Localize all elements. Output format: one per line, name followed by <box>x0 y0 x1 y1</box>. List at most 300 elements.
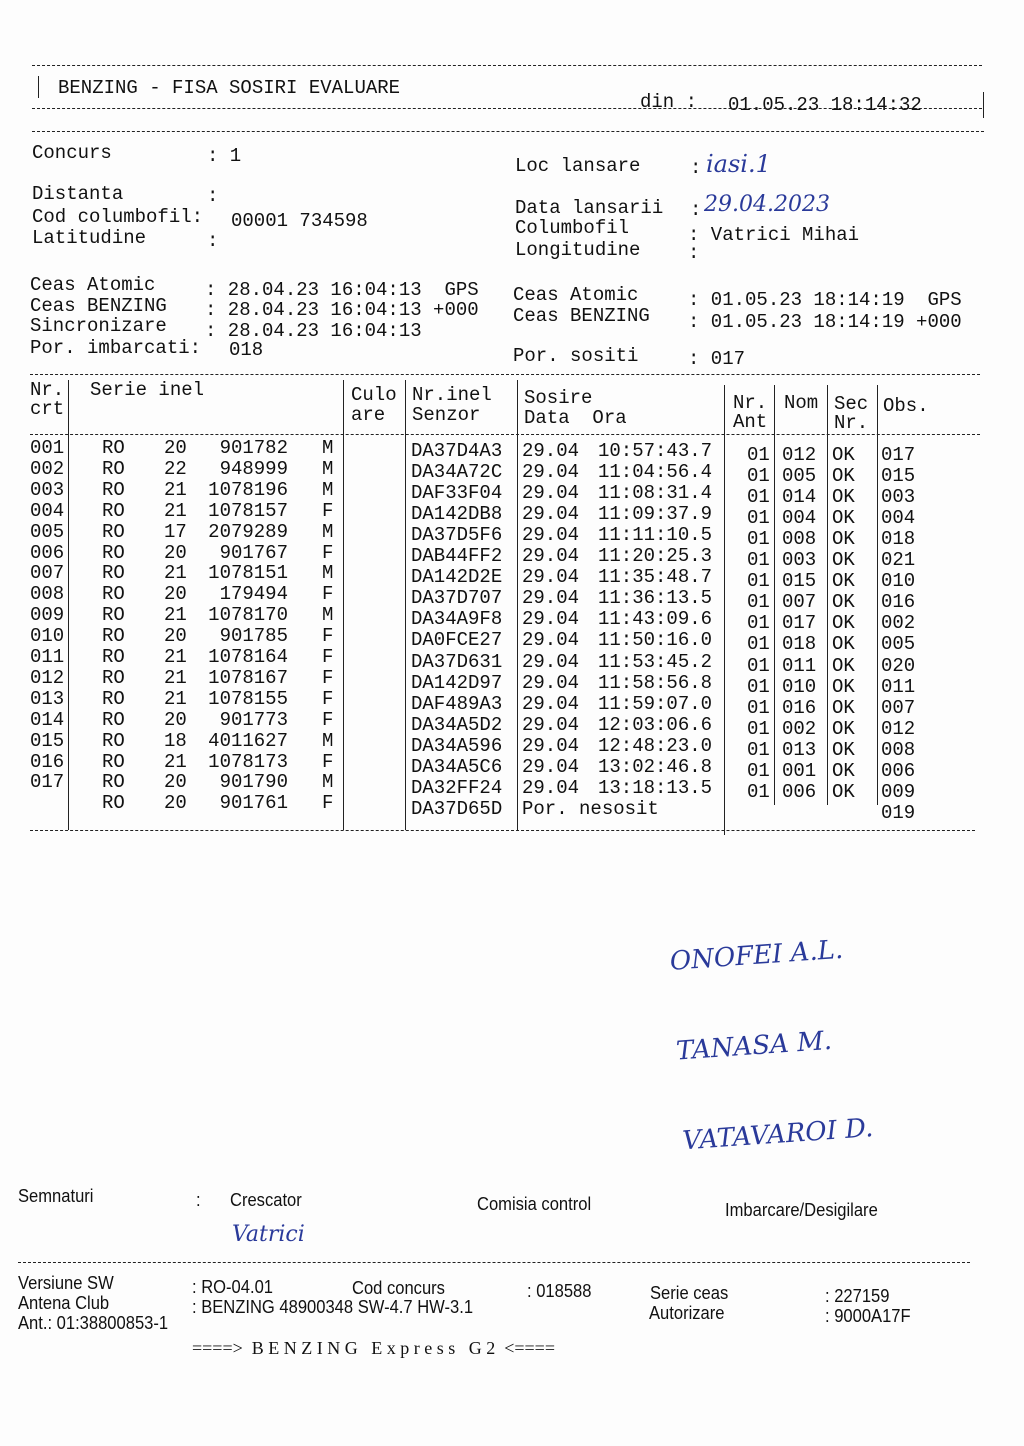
header-crt: crt <box>30 398 65 420</box>
cell-obs: 007 <box>881 696 916 719</box>
cell-obs: 009 <box>881 780 916 803</box>
header-serie: Serie inel <box>90 379 205 401</box>
cell-sensor-ring: DA0FCE27 <box>411 629 503 652</box>
cell-obs: 018 <box>881 528 916 551</box>
cell-ring-number: 2079289 <box>208 520 288 543</box>
cell-arrival-time: 12:03:06.6 <box>598 713 713 736</box>
column-divider <box>343 380 344 830</box>
cell-nom: 006 <box>782 780 817 803</box>
header-nom: Nom <box>784 392 819 414</box>
header-nr-inel: Nr.inel <box>412 384 492 406</box>
header-obs: Obs. <box>883 395 929 417</box>
cell-sex: M <box>322 771 334 794</box>
cell-country: RO <box>102 437 125 459</box>
commission-handwriting <box>665 874 879 1217</box>
cell-year: 21 <box>164 478 187 501</box>
cell-sex: M <box>322 437 334 459</box>
cell-year: 21 <box>164 499 187 522</box>
cell-sec-nr: OK <box>832 696 855 719</box>
loc-lansare-colon: : <box>690 157 702 179</box>
cell-nr-crt: 017 <box>30 771 65 794</box>
cell-sex: M <box>322 604 334 627</box>
cell-arrival-date: 29.04 <box>522 608 580 631</box>
cell-ring-number: 1078151 <box>208 562 288 585</box>
cell-ring-number: 901785 <box>219 625 288 648</box>
cell-arrival-time: 13:02:46.8 <box>598 755 713 778</box>
divider <box>38 76 39 98</box>
divider <box>30 434 980 435</box>
cell-year: 20 <box>164 792 187 815</box>
cell-arrival-date: 29.04 <box>522 629 580 652</box>
cell-country: RO <box>102 792 125 815</box>
semnaturi-label: Semnaturi <box>18 1186 94 1206</box>
sositi-value: : 017 <box>688 348 746 370</box>
right-ceas-benzing-value: : 01.05.23 18:14:19 +000 <box>688 311 962 333</box>
cell-nr-crt: 007 <box>30 562 65 585</box>
cell-nr-crt: 008 <box>30 583 65 606</box>
ceas-benzing-value: : 28.04.23 16:04:13 +000 <box>205 299 479 321</box>
sincronizare-value: : 28.04.23 16:04:13 <box>205 320 422 342</box>
columbofil-value: : Vatrici Mihai <box>688 224 860 246</box>
ceas-atomic-label: Ceas Atomic <box>30 274 156 296</box>
header-nr: Nr. <box>30 379 65 401</box>
cell-sensor-ring: DAB44FF2 <box>411 545 503 568</box>
right-ceas-atomic-value: : 01.05.23 18:14:19 GPS <box>688 289 962 311</box>
cell-nr-ant: 01 <box>747 696 770 719</box>
cell-ring-number: 948999 <box>219 457 288 480</box>
cell-arrival-time: 11:11:10.5 <box>598 524 713 547</box>
cell-ring-number: 1078170 <box>208 604 288 627</box>
cell-nr-ant: 01 <box>747 528 770 551</box>
cell-ring-number: 1078167 <box>208 666 288 689</box>
cell-sex: F <box>322 666 334 689</box>
cell-arrival-date: 29.04 <box>522 503 580 526</box>
cell-nr-crt: 005 <box>30 520 65 543</box>
autorizare-label: Autorizare <box>649 1303 725 1323</box>
cell-nom: 017 <box>782 612 817 635</box>
cell-year: 20 <box>164 541 187 564</box>
comisia-label: Comisia control <box>477 1194 592 1214</box>
cell-nr-crt: 015 <box>30 729 65 752</box>
cell-country: RO <box>102 666 125 689</box>
cell-sex: M <box>322 478 334 501</box>
cell-nr-ant: 01 <box>747 675 770 698</box>
cell-year: 21 <box>164 562 187 585</box>
cell-arrival-date: 29.04 <box>522 692 580 715</box>
cell-sex: M <box>322 520 334 543</box>
cod-columbofil-value: 00001 734598 <box>231 210 368 232</box>
cell-arrival-date: 29.04 <box>522 734 580 757</box>
cell-arrival-date: 29.04 <box>522 755 580 778</box>
cell-sec-nr: OK <box>832 612 855 635</box>
cell-sensor-ring: DA32FF24 <box>411 776 503 799</box>
cell-country: RO <box>102 646 125 668</box>
cell-nr-ant: 01 <box>747 591 770 614</box>
cell-nr-ant: 01 <box>747 717 770 740</box>
cell-nom: 014 <box>782 486 817 509</box>
cell-arrival-time: 11:53:45.2 <box>598 650 713 673</box>
cell-arrival-time: 10:57:43.7 <box>598 440 713 462</box>
cell-sec-nr: OK <box>832 654 855 677</box>
header-culo: Culo <box>351 384 397 406</box>
divider <box>983 92 984 118</box>
cell-ring-number: 1078173 <box>208 750 288 773</box>
cell-nr-crt: 001 <box>30 437 65 459</box>
cell-sensor-ring: DA142D2E <box>411 566 503 589</box>
cell-country: RO <box>102 729 125 752</box>
column-divider <box>68 380 69 830</box>
cell-sex: M <box>322 457 334 480</box>
latitudine-label: Latitudine <box>32 227 147 249</box>
cell-sec-nr: OK <box>832 528 855 551</box>
cell-obs: 020 <box>881 654 916 677</box>
loc-lansare-handwritten: iasi.1 <box>706 150 771 178</box>
cell-arrival-time: 11:50:16.0 <box>598 629 713 652</box>
cell-country: RO <box>102 750 125 773</box>
header-sosire: Sosire <box>524 387 593 409</box>
cell-year: 21 <box>164 687 187 710</box>
cell-nr-crt: 012 <box>30 666 65 689</box>
cell-arrival-date: 29.04 <box>522 524 580 547</box>
cell-year: 21 <box>164 666 187 689</box>
cell-obs: 002 <box>881 612 916 635</box>
cell-sex: F <box>322 646 334 668</box>
cell-country: RO <box>102 771 125 794</box>
cell-nom: 004 <box>782 507 817 530</box>
cell-sensor-ring: DA37D5F6 <box>411 524 503 547</box>
cell-arrival-time: 11:43:09.6 <box>598 608 713 631</box>
cell-sec-nr: OK <box>832 717 855 740</box>
cell-sensor-ring: DA34A596 <box>411 734 503 757</box>
header-are: are <box>351 404 386 426</box>
cell-obs: 016 <box>881 591 916 614</box>
cell-country: RO <box>102 625 125 648</box>
header-ant: Ant <box>733 411 768 433</box>
cell-nr-ant: 01 <box>747 444 770 466</box>
cell-country: RO <box>102 687 125 710</box>
divider <box>18 1262 970 1263</box>
cell-sensor-ring: DA34A5D2 <box>411 713 503 736</box>
cell-obs: 019 <box>881 801 916 824</box>
cell-sec-nr: OK <box>832 780 855 803</box>
cell-arrival-time: 11:58:56.8 <box>598 671 713 694</box>
header-senzor: Senzor <box>412 404 481 426</box>
cell-nom: 001 <box>782 759 817 782</box>
cell-arrival-time: 11:35:48.7 <box>598 566 713 589</box>
header-data-ora: Data Ora <box>524 407 627 429</box>
cell-year: 22 <box>164 457 187 480</box>
sositi-label: Por. sositi <box>513 345 639 367</box>
cell-nr-ant: 01 <box>747 486 770 509</box>
cell-nom: 016 <box>782 696 817 719</box>
cell-arrival-time: 12:48:23.0 <box>598 734 713 757</box>
cell-obs: 015 <box>881 465 916 488</box>
cell-arrival-date: 29.04 <box>522 545 580 568</box>
column-divider <box>774 385 775 805</box>
data-lansarii-colon: : <box>690 199 702 221</box>
sheet-title: BENZING - FISA SOSIRI EVALUARE <box>58 77 401 99</box>
cell-sensor-ring: DA34A72C <box>411 461 503 484</box>
cell-nom: 012 <box>782 444 817 466</box>
column-divider <box>724 385 725 835</box>
cell-arrival-date: 29.04 <box>522 713 580 736</box>
cell-arrival-time: 11:09:37.9 <box>598 503 713 526</box>
cell-arrival-date: 29.04 <box>522 671 580 694</box>
cell-ring-number: 901767 <box>219 541 288 564</box>
header-sec-nr: Nr. <box>834 412 869 434</box>
right-ceas-benzing-label: Ceas BENZING <box>513 305 650 327</box>
cell-year: 20 <box>164 771 187 794</box>
column-divider <box>517 380 518 830</box>
divider <box>32 108 982 109</box>
cell-sec-nr: OK <box>832 507 855 530</box>
column-divider <box>827 385 828 805</box>
cell-country: RO <box>102 562 125 585</box>
cell-ring-number: 1078164 <box>208 646 288 668</box>
divider <box>30 830 975 831</box>
cell-sex: M <box>322 729 334 752</box>
versiune-value: : RO-04.01 <box>192 1277 274 1297</box>
cell-year: 21 <box>164 604 187 627</box>
cell-nr-crt: 011 <box>30 646 65 668</box>
column-divider <box>405 380 406 830</box>
cell-ring-number: 901790 <box>219 771 288 794</box>
cell-year: 21 <box>164 750 187 773</box>
cod-concurs-label: Cod concurs <box>352 1278 445 1298</box>
cell-sex: F <box>322 541 334 564</box>
cell-nr-ant: 01 <box>747 654 770 677</box>
cell-year: 17 <box>164 520 187 543</box>
concurs-value: : 1 <box>207 145 242 167</box>
cell-sensor-ring: DA34A5C6 <box>411 755 503 778</box>
benzing-banner: ====> B E N Z I N G E x p r e s s G 2 <==== <box>192 1338 555 1358</box>
cell-nr-ant: 01 <box>747 759 770 782</box>
cell-sex: F <box>322 625 334 648</box>
cell-sensor-ring: DAF33F04 <box>411 482 503 505</box>
divider <box>30 374 980 375</box>
cell-obs: 017 <box>881 444 916 466</box>
longitudine-label: Longitudine <box>515 239 641 261</box>
cell-arrival-time: 11:59:07.0 <box>598 692 713 715</box>
serie-ceas-value: : 227159 <box>825 1286 890 1306</box>
cell-sec-nr: OK <box>832 759 855 782</box>
cell-arrival-date: 29.04 <box>522 566 580 589</box>
cell-obs: 003 <box>881 486 916 509</box>
cell-obs: 006 <box>881 759 916 782</box>
cell-ring-number: 901782 <box>219 437 288 459</box>
cell-year: 20 <box>164 708 187 731</box>
data-lansarii-handwritten: 29.04.2023 <box>704 192 830 217</box>
cell-obs: 005 <box>881 633 916 656</box>
cell-nr-ant: 01 <box>747 465 770 488</box>
cell-sec-nr: OK <box>832 444 855 466</box>
cell-year: 20 <box>164 625 187 648</box>
cell-arrival-date: 29.04 <box>522 440 580 462</box>
cell-sensor-ring: DA37D631 <box>411 650 503 673</box>
distanta-value: : <box>207 185 219 207</box>
cell-ring-number: 901761 <box>219 792 288 815</box>
cell-sex: F <box>322 792 334 815</box>
cod-columbofil-label: Cod columbofil: <box>32 206 204 228</box>
cell-sensor-ring: DA142DB8 <box>411 503 503 526</box>
cell-arrival-time: 11:08:31.4 <box>598 482 713 505</box>
cell-sec-nr: OK <box>832 549 855 572</box>
cell-sec-nr: OK <box>832 570 855 593</box>
cell-nom: 005 <box>782 465 817 488</box>
ceas-benzing-label: Ceas BENZING <box>30 295 167 317</box>
cell-country: RO <box>102 604 125 627</box>
cell-sensor-ring: DA142D97 <box>411 671 503 694</box>
cell-nom: 015 <box>782 570 817 593</box>
serie-ceas-label: Serie ceas <box>650 1283 729 1303</box>
cell-nr-crt: 009 <box>30 604 65 627</box>
cell-sec-nr: OK <box>832 738 855 761</box>
cell-nr-ant: 01 <box>747 612 770 635</box>
cell-sensor-ring: DAF489A3 <box>411 692 503 715</box>
longitudine-value: : <box>688 242 700 264</box>
cell-nr-ant: 01 <box>747 738 770 761</box>
cell-nom: 010 <box>782 675 817 698</box>
cod-concurs-value: : 018588 <box>527 1281 592 1301</box>
cell-arrival-date: 29.04 <box>522 482 580 505</box>
divider <box>32 131 984 132</box>
cell-country: RO <box>102 583 125 606</box>
cell-nom: 018 <box>782 633 817 656</box>
concurs-label: Concurs <box>32 142 112 164</box>
loc-lansare-label: Loc lansare <box>515 155 641 177</box>
cell-sensor-ring: DA34A9F8 <box>411 608 503 631</box>
commission-name: VATAVAROI D. <box>681 1113 875 1157</box>
commission-name: ONOFEI A.L. <box>668 934 845 977</box>
cell-nom: 013 <box>782 738 817 761</box>
cell-ring-number: 901773 <box>219 708 288 731</box>
commission-name: TANASA M. <box>675 1025 833 1067</box>
cell-year: 21 <box>164 646 187 668</box>
cell-nr-crt: 003 <box>30 478 65 501</box>
cell-nr-crt: 004 <box>30 499 65 522</box>
cell-nr-crt: 013 <box>30 687 65 710</box>
cell-arrival-time: 11:20:25.3 <box>598 545 713 568</box>
cell-country: RO <box>102 541 125 564</box>
print-datetime: 01.05.23 18:14:32 <box>728 94 922 116</box>
cell-sex: F <box>322 687 334 710</box>
cell-sensor-ring: DA37D707 <box>411 587 503 610</box>
imbarcati-label: Por. imbarcati: <box>30 337 202 359</box>
cell-nom: 011 <box>782 654 817 677</box>
crescator-label: Crescator <box>230 1190 302 1210</box>
cell-sex: M <box>322 562 334 585</box>
cell-nr-ant: 01 <box>747 507 770 530</box>
cell-sec-nr: OK <box>832 486 855 509</box>
imbarcati-value: 018 <box>229 339 264 361</box>
cell-sex: F <box>322 750 334 773</box>
cell-country: RO <box>102 520 125 543</box>
cell-arrival-date: 29.04 <box>522 587 580 610</box>
cell-nom: 003 <box>782 549 817 572</box>
cell-obs: 021 <box>881 549 916 572</box>
header-sec: Sec <box>834 393 869 415</box>
antenna-id: Ant.: 01:38800853-1 <box>18 1313 169 1333</box>
cell-nr-ant: 01 <box>747 570 770 593</box>
cell-country: RO <box>102 457 125 480</box>
imbarcare-label: Imbarcare/Desigilare <box>725 1200 878 1220</box>
cell-arrival-date: 29.04 <box>522 776 580 799</box>
cell-nr-crt: 014 <box>30 708 65 731</box>
right-ceas-atomic-label: Ceas Atomic <box>513 284 639 306</box>
cell-country: RO <box>102 499 125 522</box>
cell-sec-nr: OK <box>832 633 855 656</box>
latitudine-value: : <box>207 230 219 252</box>
column-divider <box>877 385 878 805</box>
header-nr-ant: Nr. <box>733 392 768 414</box>
ceas-atomic-value: : 28.04.23 16:04:13 GPS <box>205 279 479 301</box>
cell-nom: 008 <box>782 528 817 551</box>
cell-sensor-ring: DA37D4A3 <box>411 440 503 462</box>
sincronizare-label: Sincronizare <box>30 315 167 337</box>
cell-nr-crt: 006 <box>30 541 65 564</box>
cell-ring-number: 4011627 <box>208 729 288 752</box>
crescator-signature: Vatrici <box>232 1222 305 1247</box>
antena-label: Antena Club <box>18 1293 110 1313</box>
cell-year: 20 <box>164 583 187 606</box>
cell-arrival-date: 29.04 <box>522 650 580 673</box>
cell-arrival-time: 11:36:13.5 <box>598 587 713 610</box>
cell-nom: 002 <box>782 717 817 740</box>
autorizare-value: : 9000A17F <box>825 1306 911 1326</box>
cell-country: RO <box>102 478 125 501</box>
cell-sensor-ring: DA37D65D <box>411 797 503 820</box>
cell-obs: 008 <box>881 738 916 761</box>
cell-year: 18 <box>164 729 187 752</box>
distanta-label: Distanta <box>32 183 124 205</box>
cell-arrival-time: 11:04:56.4 <box>598 461 713 484</box>
cell-sec-nr: OK <box>832 465 855 488</box>
cell-obs: 011 <box>881 675 916 698</box>
cell-obs: 004 <box>881 507 916 530</box>
cell-ring-number: 1078155 <box>208 687 288 710</box>
cell-sex: F <box>322 583 334 606</box>
columbofil-label: Columbofil <box>515 217 630 239</box>
antena-value: : BENZING 48900348 SW-4.7 HW-3.1 <box>192 1297 474 1317</box>
cell-sec-nr: OK <box>832 591 855 614</box>
cell-obs: 010 <box>881 570 916 593</box>
cell-sex: F <box>322 499 334 522</box>
cell-nr-crt: 016 <box>30 750 65 773</box>
cell-nr-crt: 010 <box>30 625 65 648</box>
data-lansarii-label: Data lansarii <box>515 197 664 219</box>
cell-nr-ant: 01 <box>747 549 770 572</box>
cell-country: RO <box>102 708 125 731</box>
cell-arrival-date: 29.04 <box>522 461 580 484</box>
cell-obs: 012 <box>881 717 916 740</box>
cell-arrival-time: 13:18:13.5 <box>598 776 713 799</box>
cell-ring-number: 1078196 <box>208 478 288 501</box>
cell-sec-nr: OK <box>832 675 855 698</box>
divider <box>32 65 982 66</box>
cell-nr-ant: 01 <box>747 780 770 803</box>
din-label: din : <box>640 91 698 113</box>
cell-ring-number: 1078157 <box>208 499 288 522</box>
cell-ring-number: 179494 <box>219 583 288 606</box>
cell-arrival-date: Por. nesosit <box>522 797 659 820</box>
cell-nom: 007 <box>782 591 817 614</box>
cell-nr-ant: 01 <box>747 633 770 656</box>
cell-sex: F <box>322 708 334 731</box>
versiune-label: Versiune SW <box>18 1273 114 1293</box>
cell-nr-crt: 002 <box>30 457 65 480</box>
semnaturi-colon: : <box>196 1190 201 1210</box>
cell-year: 20 <box>164 437 187 459</box>
